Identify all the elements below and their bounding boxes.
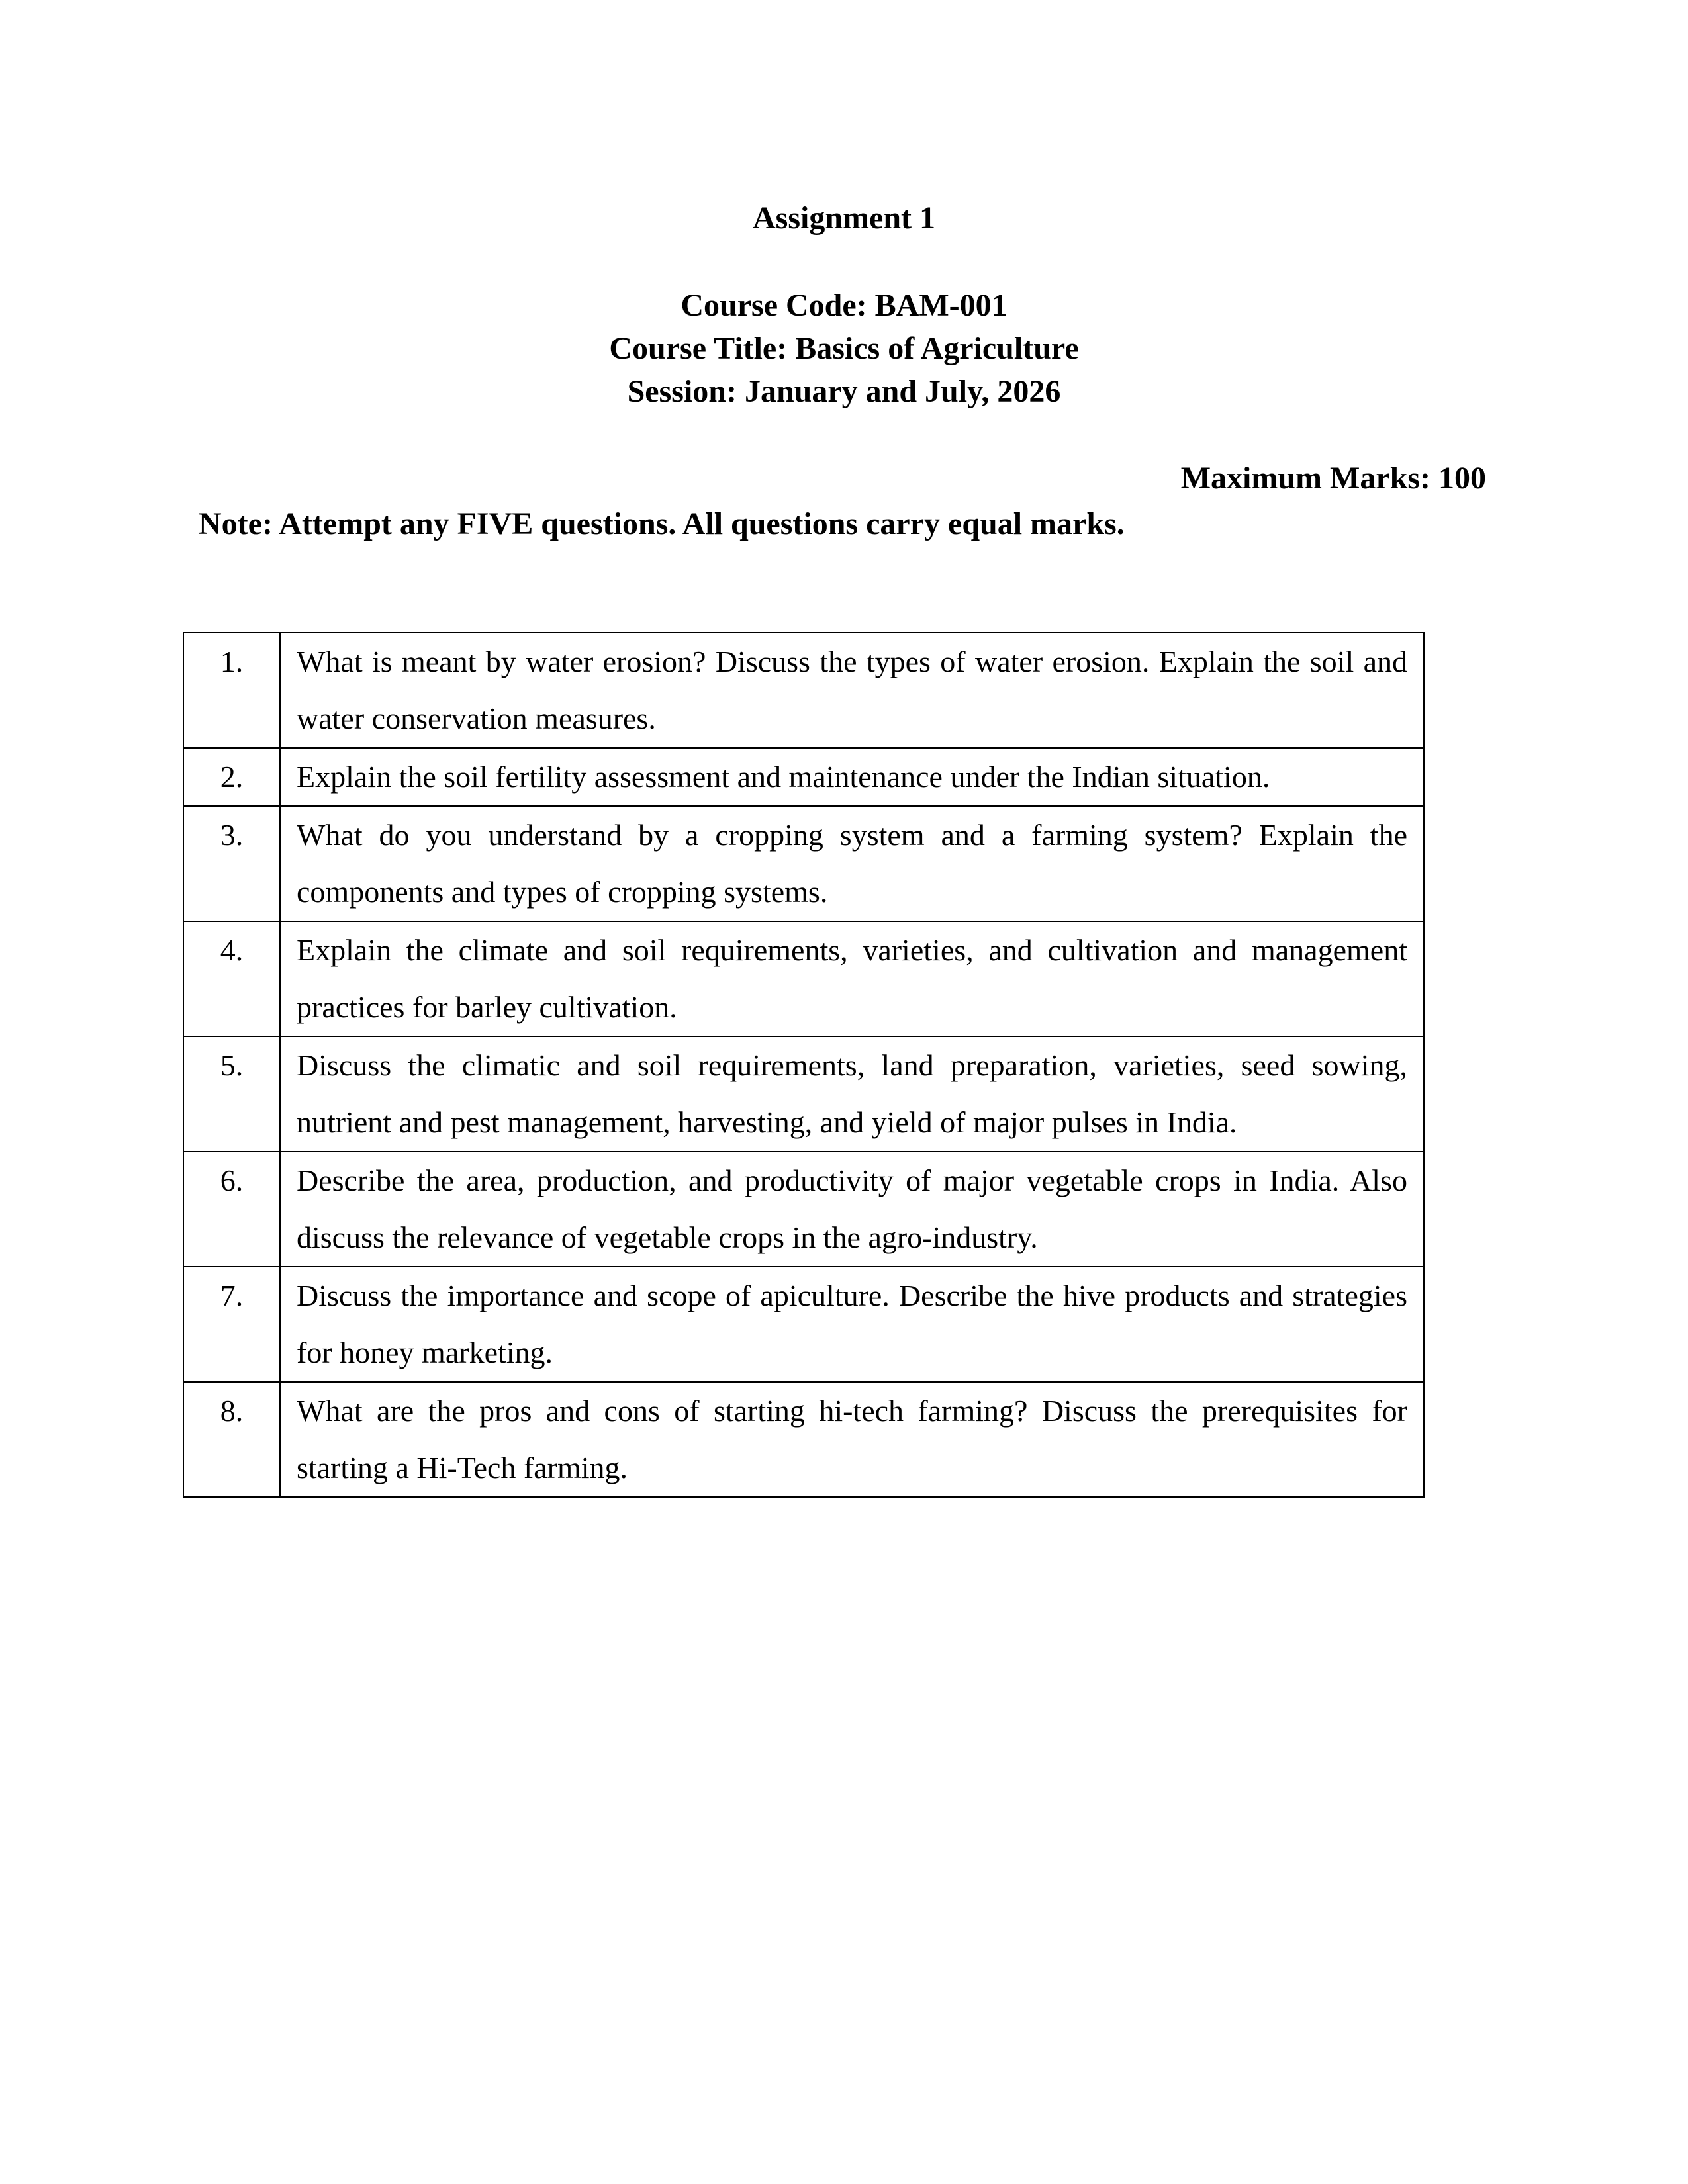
question-text: Explain the climate and soil requirements, varieties, and cultivation and management practices for barley cultivation. bbox=[280, 921, 1424, 1036]
question-number: 4. bbox=[183, 921, 280, 1036]
course-title: Course Title: Basics of Agriculture bbox=[609, 331, 1079, 366]
maximum-marks: Maximum Marks: 100 bbox=[1180, 461, 1486, 496]
question-row bbox=[183, 1267, 1424, 1382]
question-number: 3. bbox=[183, 806, 280, 921]
question-row bbox=[183, 1036, 1424, 1152]
course-code: Course Code: BAM-001 bbox=[680, 288, 1008, 323]
question-number: 2. bbox=[183, 748, 280, 806]
questions-table bbox=[183, 632, 1425, 1498]
question-number: 6. bbox=[183, 1152, 280, 1267]
question-number: 1. bbox=[183, 633, 280, 748]
session: Session: January and July, 2026 bbox=[627, 374, 1061, 409]
question-row bbox=[183, 806, 1424, 921]
question-text: What are the pros and cons of starting hi-tech farming? Discuss the prerequisites for starting a Hi-Tech farming. bbox=[280, 1382, 1424, 1497]
question-number: 5. bbox=[183, 1036, 280, 1152]
question-number: 8. bbox=[183, 1382, 280, 1497]
question-text: What is meant by water erosion? Discuss the types of water erosion. Explain the soil and water conservation measures. bbox=[280, 633, 1424, 748]
question-row bbox=[183, 1152, 1424, 1267]
question-text: What do you understand by a cropping system and a farming system? Explain the components and types of cropping systems. bbox=[280, 806, 1424, 921]
question-text: Discuss the importance and scope of apiculture. Describe the hive products and strategies for honey marketing. bbox=[280, 1267, 1424, 1382]
question-text: Discuss the climatic and soil requirements, land preparation, varieties, seed sowing, nutrient and pest management, harvesting, and yield of major pulses in India. bbox=[280, 1036, 1424, 1152]
question-row bbox=[183, 748, 1424, 806]
question-row bbox=[183, 633, 1424, 748]
question-number: 7. bbox=[183, 1267, 280, 1382]
question-row bbox=[183, 921, 1424, 1036]
instructions-note: Note: Attempt any FIVE questions. All questions carry equal marks. bbox=[199, 506, 1125, 541]
question-text: Explain the soil fertility assessment and maintenance under the Indian situation. bbox=[280, 748, 1424, 806]
question-row bbox=[183, 1382, 1424, 1497]
question-text: Describe the area, production, and productivity of major vegetable crops in India. Also discuss the relevance of vegetable crops in the agro-industry. bbox=[280, 1152, 1424, 1267]
assignment-title: Assignment 1 bbox=[752, 201, 936, 236]
